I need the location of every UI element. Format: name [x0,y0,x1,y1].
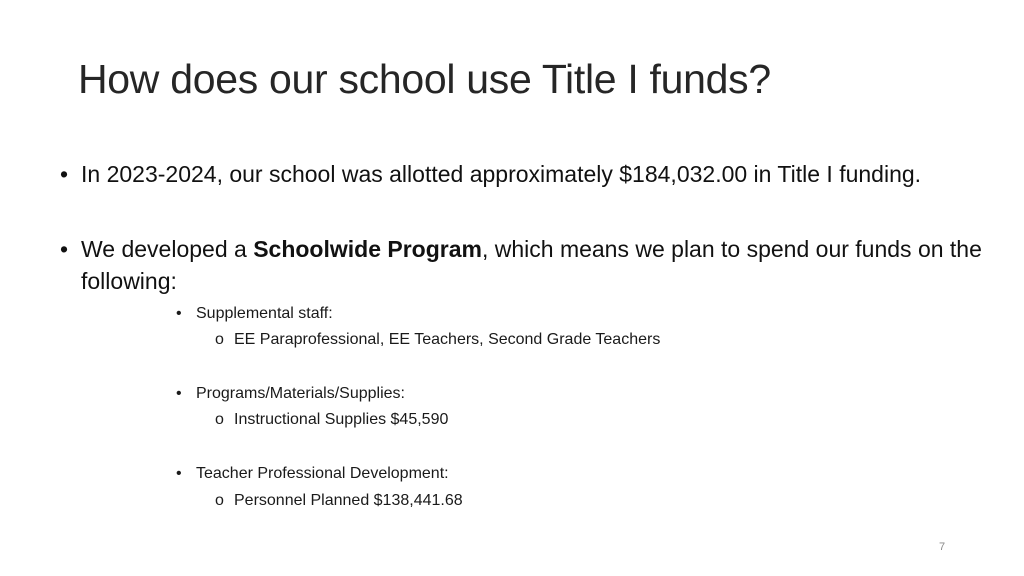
bullet-dot: • [60,161,69,187]
category-programs-materials-supplies [176,384,405,404]
bullet-schoolwide-program [60,233,990,297]
category-supplemental-staff [176,304,333,324]
bullet-allotment [60,158,990,190]
category-label: Teacher Professional Development: [196,465,449,482]
sub-sub-bullet-marker: o [215,492,224,509]
category-item [215,491,463,511]
category-item-text: EE Paraprofessional, EE Teachers, Second Grade Teachers [234,331,661,348]
bullet-dot: • [60,236,69,262]
category-item-text: Instructional Supplies $45,590 [234,411,449,428]
category-label: Supplemental staff: [196,305,333,322]
bullet-schoolwide-text [81,233,990,297]
bullet-schoolwide-text-start: We developed a [81,236,254,262]
category-label: Programs/Materials/Supplies: [196,385,405,402]
page-number: 7 [939,541,946,553]
slide-title: How does our school use Title I funds? [78,56,771,102]
sub-bullet-dot: • [176,305,182,322]
sub-sub-bullet-marker: o [215,411,224,428]
bullet-schoolwide-text-end: , which means we plan to spend our funds on the following: [81,236,982,294]
sub-sub-bullet-marker: o [215,331,224,348]
sub-bullet-dot: • [176,385,182,402]
sub-bullet-dot: • [176,465,182,482]
bullet-allotment-text: In 2023-2024, our school was allotted approximately $184,032.00 in Title I funding. [81,161,922,187]
category-teacher-professional-development [176,464,449,484]
category-item [215,330,660,350]
category-item [215,410,448,430]
category-item-text: Personnel Planned $138,441.68 [234,492,463,509]
schoolwide-program-emphasis: Schoolwide Program [253,236,482,262]
